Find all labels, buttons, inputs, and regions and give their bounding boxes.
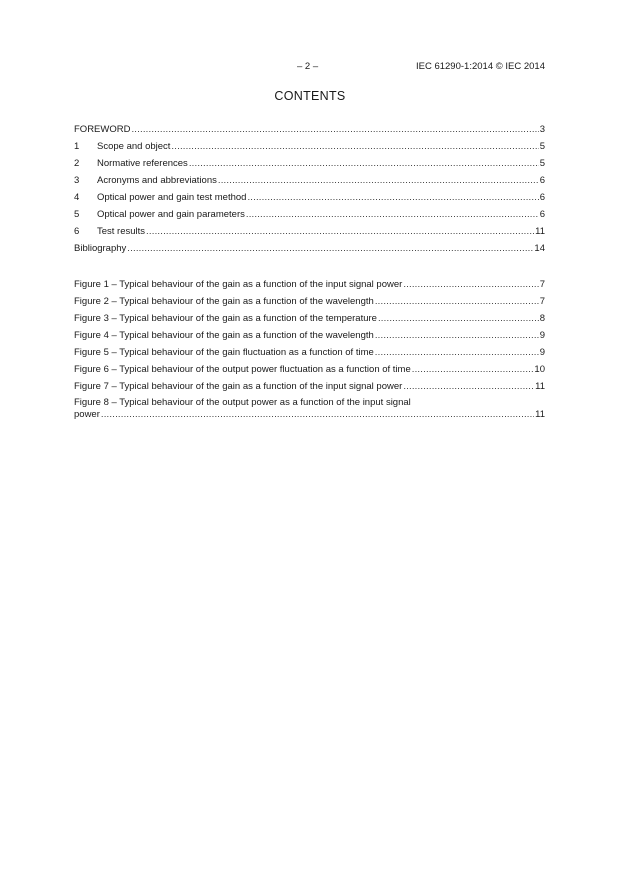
- toc-entry-2[interactable]: [74, 155, 545, 172]
- toc-entry-page: 5: [539, 158, 545, 169]
- toc-entry-page: 14: [534, 243, 545, 254]
- toc-entry-3[interactable]: [74, 172, 545, 189]
- toc-entry-page: 6: [539, 192, 545, 203]
- figure-entry-5[interactable]: [74, 344, 545, 361]
- figure-entry-page: 10: [534, 364, 545, 375]
- figure-entry-2[interactable]: [74, 293, 545, 310]
- toc-entry-label: Scope and object: [97, 141, 171, 152]
- figure-entry-label: Figure 2 – Typical behaviour of the gain as a function of the wavelength: [74, 296, 374, 307]
- toc-entry-foreword[interactable]: [74, 121, 545, 138]
- contents-title: CONTENTS: [274, 89, 346, 103]
- toc-entry-page: 3: [539, 124, 545, 135]
- toc-entry-page: 6: [539, 175, 545, 186]
- figure-entry-page: 9: [539, 330, 545, 341]
- toc-list: [74, 121, 545, 257]
- figure-entry-4[interactable]: [74, 327, 545, 344]
- figure-entry-8[interactable]: [74, 395, 545, 420]
- page-header-standard: IEC 61290-1:2014 © IEC 2014: [415, 61, 545, 72]
- figure-entry-1[interactable]: [74, 276, 545, 293]
- figure-entry-label: Figure 6 – Typical behaviour of the output power fluctuation as a function of time: [74, 364, 411, 375]
- toc-entry-6[interactable]: [74, 223, 545, 240]
- toc-entry-label: Bibliography: [74, 243, 127, 254]
- figure-entry-page: 7: [539, 296, 545, 307]
- toc-entry-label: Optical power and gain test method: [97, 192, 247, 203]
- toc-entry-label: FOREWORD: [74, 124, 131, 135]
- page-header-number: – 2 –: [297, 61, 319, 72]
- figure-entry-page: 11: [535, 408, 545, 420]
- figure-entry-label: Figure 4 – Typical behaviour of the gain as a function of the wavelength: [74, 330, 374, 341]
- figure-entry-page: 7: [539, 279, 545, 290]
- toc-entry-number: 5: [74, 209, 80, 220]
- toc-entry-number: 4: [74, 192, 80, 203]
- figure-entry-label: Figure 1 – Typical behaviour of the gain as a function of the input signal power: [74, 279, 403, 290]
- toc-entry-number: 3: [74, 175, 80, 186]
- figure-entry-6[interactable]: [74, 361, 545, 378]
- figure-entry-3[interactable]: [74, 310, 545, 327]
- toc-entry-page: 6: [539, 209, 545, 220]
- figure-entry-label-cont: power: [74, 408, 100, 420]
- toc-entry-number: 2: [74, 158, 80, 169]
- toc-entry-label: Optical power and gain parameters: [97, 209, 245, 220]
- figure-entry-page: 8: [539, 313, 545, 324]
- toc-entry-1[interactable]: [74, 138, 545, 155]
- figure-entry-label: Figure 8 – Typical behaviour of the output power as a function of the input signal: [74, 397, 411, 408]
- toc-entry-label: Normative references: [97, 158, 188, 169]
- toc-entry-4[interactable]: [74, 189, 545, 206]
- figure-entry-label: Figure 5 – Typical behaviour of the gain fluctuation as a function of time: [74, 347, 374, 358]
- figure-list: [74, 276, 545, 420]
- toc-entry-number: 6: [74, 226, 80, 237]
- figure-entry-label: Figure 3 – Typical behaviour of the gain as a function of the temperature: [74, 313, 377, 324]
- toc-entry-label: Acronyms and abbreviations: [97, 175, 217, 186]
- figure-entry-page: 9: [539, 347, 545, 358]
- toc-entry-number: 1: [74, 141, 80, 152]
- toc-entry-5[interactable]: [74, 206, 545, 223]
- figure-entry-7[interactable]: [74, 378, 545, 395]
- figure-entry-label: Figure 7 – Typical behaviour of the gain as a function of the input signal power: [74, 381, 403, 392]
- figure-entry-page: 11: [535, 381, 545, 392]
- toc-entry-label: Test results: [97, 226, 146, 237]
- toc-entry-page: 11: [535, 226, 545, 237]
- toc-entry-bibliography[interactable]: [74, 240, 545, 257]
- toc-entry-page: 5: [539, 141, 545, 152]
